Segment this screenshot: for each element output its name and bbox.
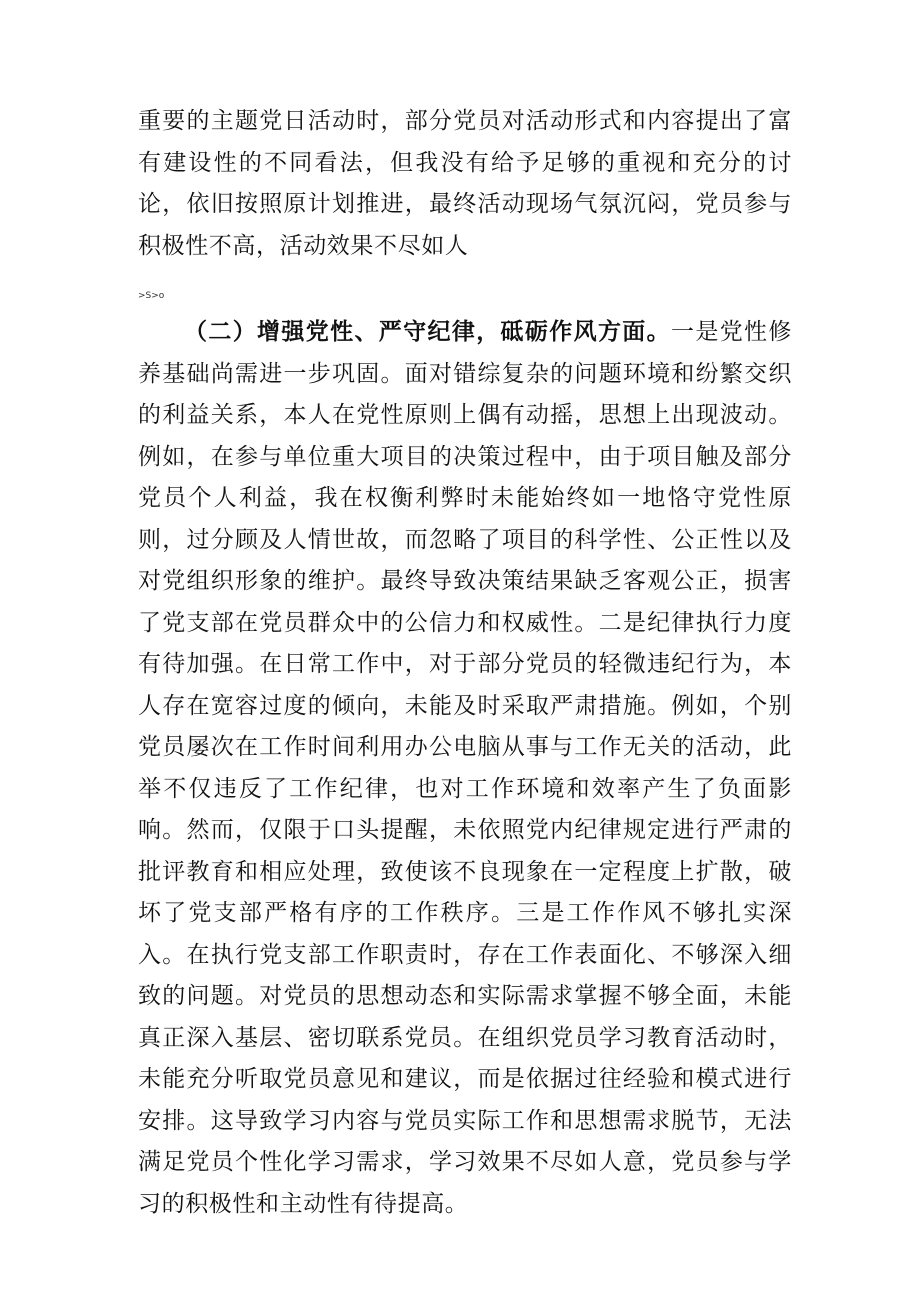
- paragraph-continuation: 重要的主题党日活动时，部分党员对活动形式和内容提出了富有建设性的不同看法，但我没有给予足够的重视和充分的讨论，依旧按照原计划推进，最终活动现场气氛沉闷，党员参与积极性不高，活动效果不尽如人: [138, 108, 792, 259]
- section-2-heading: （二）增强党性、严守纪律，砥砺作风方面。: [184, 318, 671, 345]
- section-2-paragraph: [138, 311, 792, 1225]
- section-2-body: 一是党性修养基础尚需进一步巩固。面对错综复杂的问题环境和纷繁交织的利益关系，本人在党性原则上偶有动摇，思想上出现波动。例如，在参与单位重大项目的决策过程中，由于项目触及部分党员个人利益，我在权衡利弊时未能始终如一地恪守党性原则，过分顾及人情世故，而忽略了项目的科学性、公正性以及对党组织形象的维护。最终导致决策结果缺乏客观公正，损害了党支部在党员群众中的公信力和权威性。二是纪律执行力度有待加强。在日常工作中，对于部分党员的轻微违纪行为，本人存在宽容过度的倾向，未能及时采取严肃措施。例如，个别党员屡次在工作时间利用办公电脑从事与工作无关的活动，此举不仅违反了工作纪律，也对工作环境和效率产生了负面影响。然而，仅限于口头提醒，未依照党内纪律规定进行严肃的批评教育和相应处理，致使该不良现象在一定程度上扩散，破坏了党支部严格有序的工作秩序。三是工作作风不够扎实深入。在执行党支部工作职责时，存在工作表面化、不够深入细致的问题。对党员的思想动态和实际需求掌握不够全面，未能真正深入基层、密切联系党员。在组织党员学习教育活动时，未能充分听取党员意见和建议，而是依据过往经验和模式进行安排。这导致学习内容与党员实际工作和思想需求脱节，无法满足党员个性化学习需求，学习效果不尽如人意，党员参与学习的积极性和主动性有待提高。: [138, 319, 792, 1217]
- scan-artifact-text: >S>o: [138, 291, 165, 301]
